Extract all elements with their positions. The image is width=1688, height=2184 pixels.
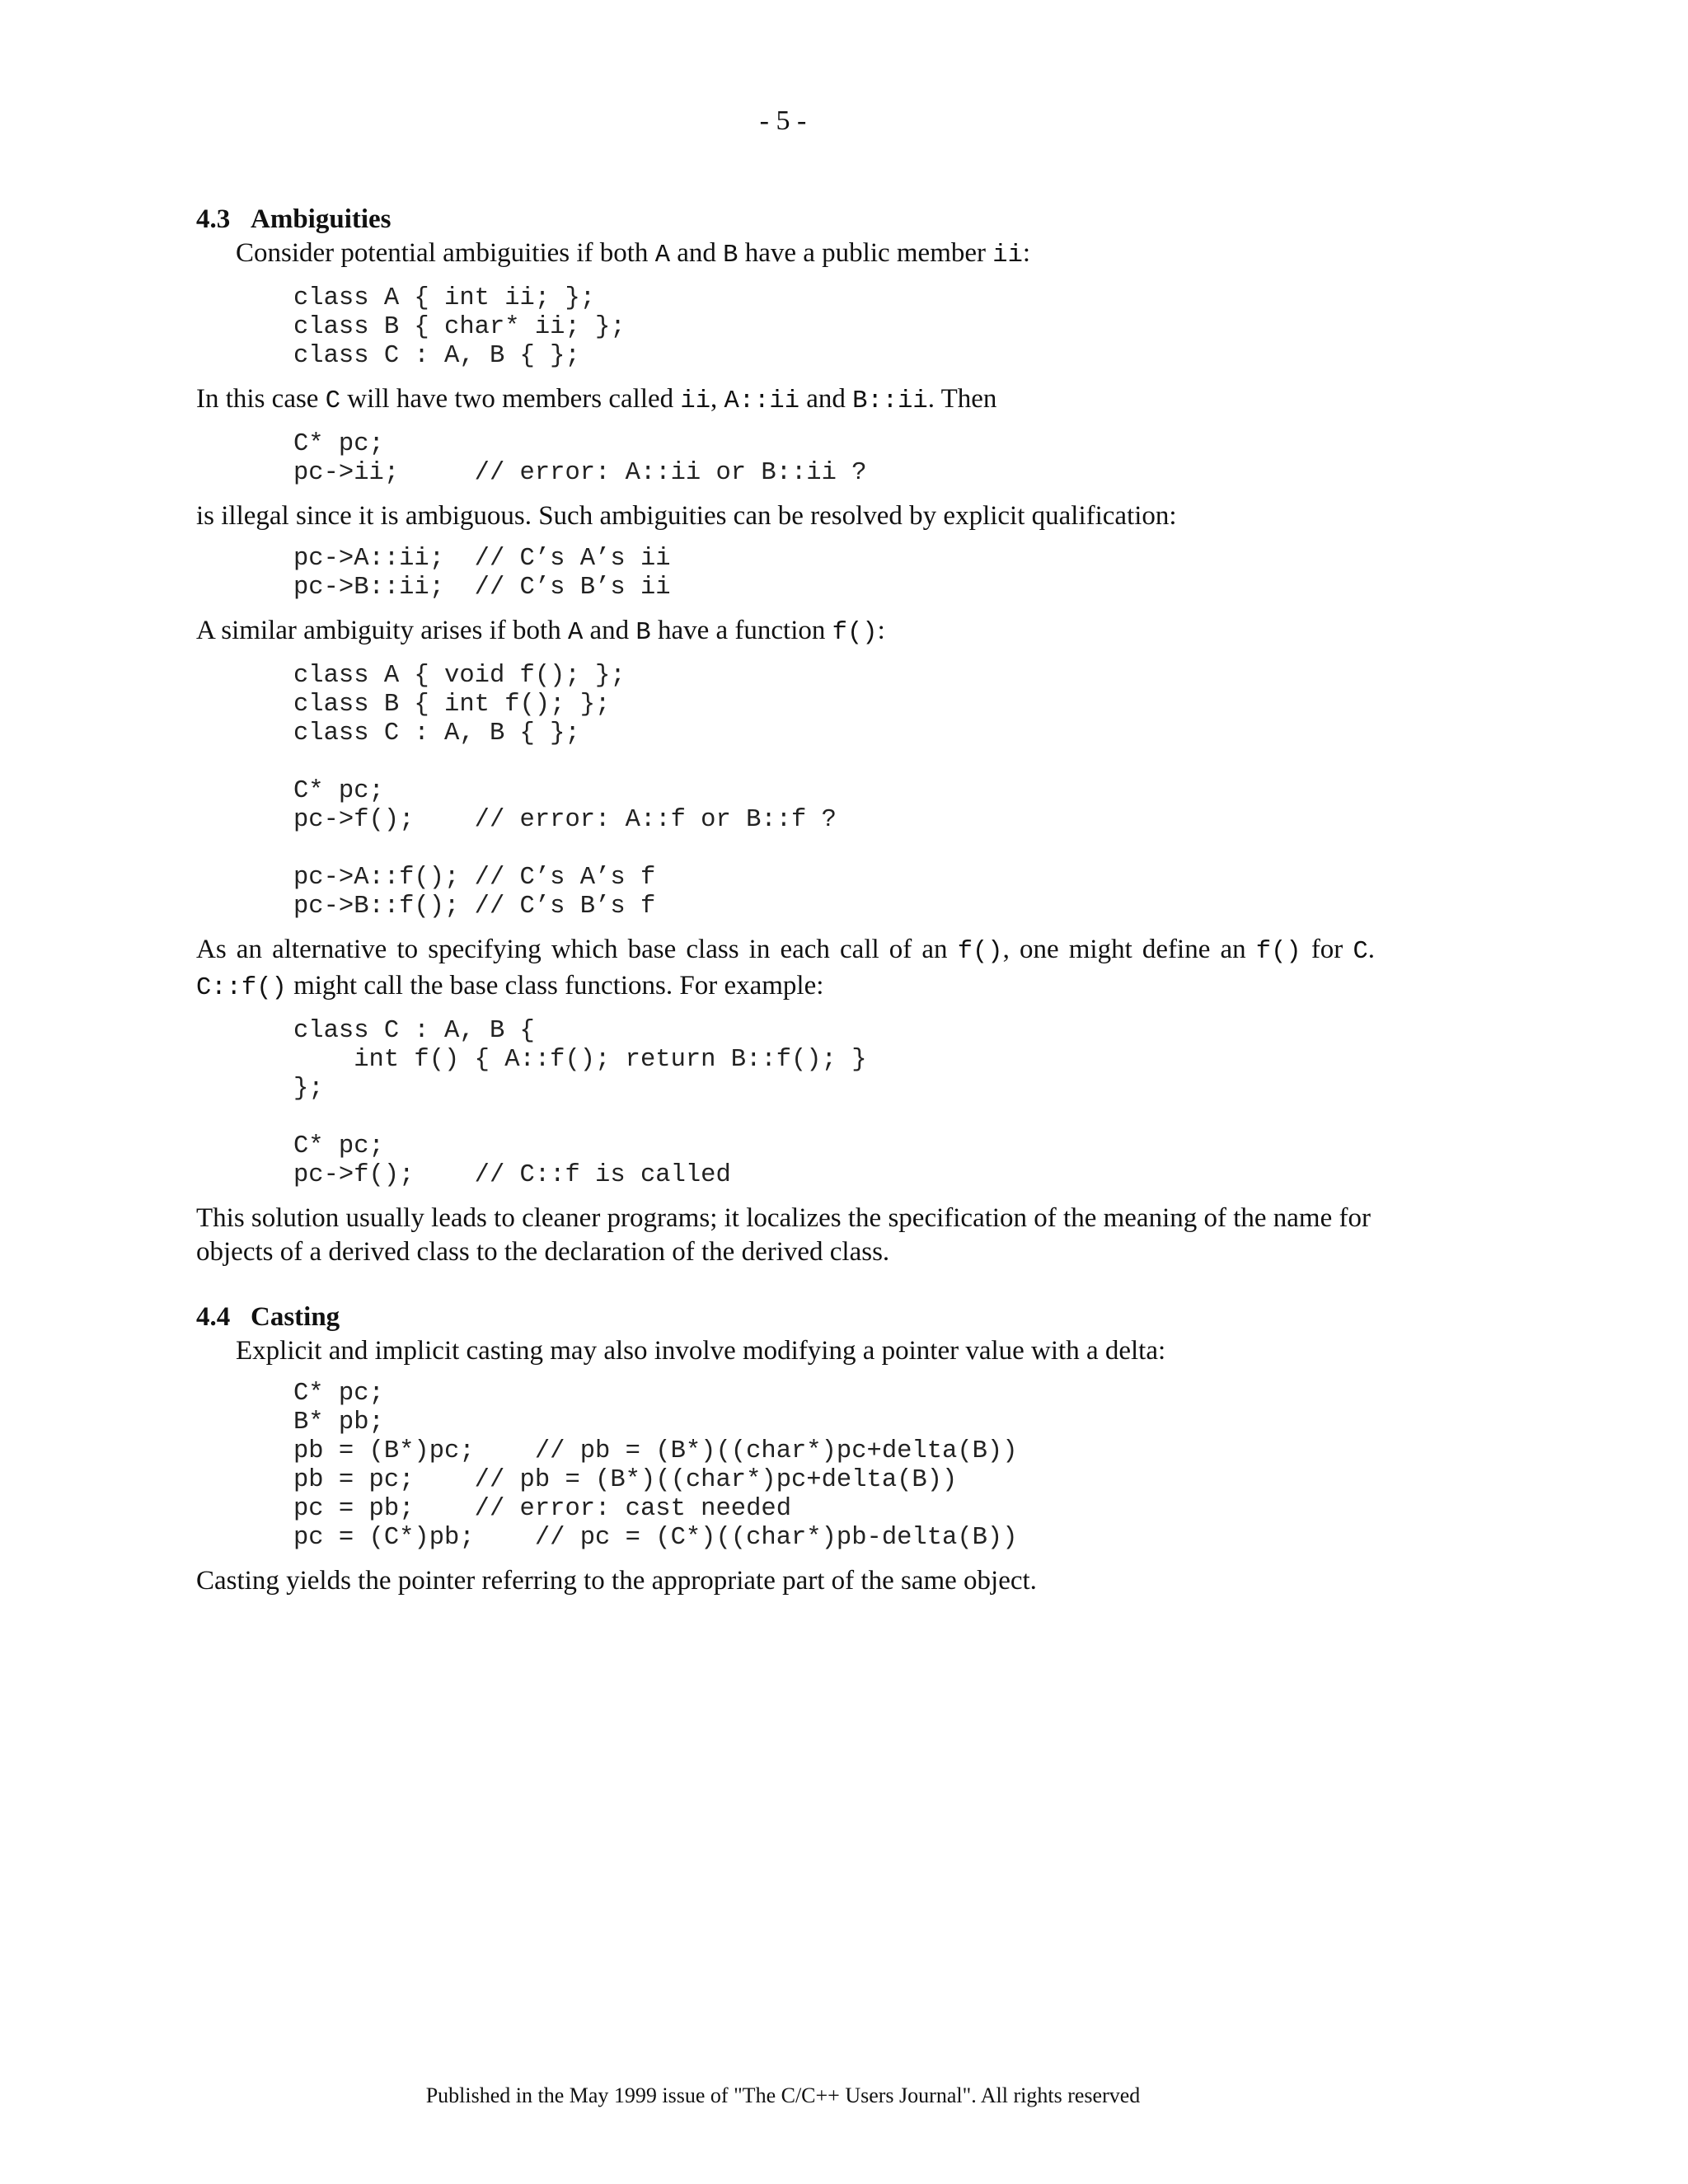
code-line: class A { void f(); }; — [293, 662, 626, 690]
text-run: Consider potential ambiguities if both — [236, 238, 655, 268]
code-line: class B { int f(); }; — [293, 691, 611, 719]
code-inline: B — [723, 241, 738, 269]
code-line: C* pc; — [293, 430, 384, 458]
code-inline: B — [635, 619, 651, 647]
code-line: B* pb; — [293, 1408, 384, 1436]
paragraph-alternative — [196, 933, 1375, 1005]
code-block — [293, 662, 1375, 921]
paragraph-solution: This solution usually leads to cleaner programs; it localizes the specification of the meaning of the name for objects of a derived class to the declaration of the derived class. — [196, 1203, 1371, 1267]
code-line: class B { char* ii; }; — [293, 313, 626, 341]
section-title: Ambiguities — [251, 204, 392, 234]
code-line: C* pc; — [293, 1380, 384, 1408]
paragraph-similar-ambiguity — [196, 614, 1375, 650]
text-run: and — [583, 616, 636, 645]
section-spacer — [196, 1269, 1375, 1301]
code-block — [293, 430, 1375, 488]
code-line: pb = (B*)pc; // pb = (B*)((char*)pc+delta(B)) — [293, 1437, 1018, 1465]
code-line: C* pc; — [293, 777, 384, 805]
text-run: As an alternative to specifying which base class in each call of an — [196, 935, 958, 964]
code-block — [293, 284, 1375, 371]
article-body — [196, 203, 1375, 1598]
text-run: In this case — [196, 384, 326, 414]
code-line: pc->f(); // error: A::f or B::f ? — [293, 806, 837, 834]
code-inline: A — [567, 619, 584, 647]
code-inline: A — [654, 241, 670, 269]
section-heading-4-3 — [196, 203, 1375, 237]
code-line: C* pc; — [293, 1132, 384, 1160]
code-inline: f() — [832, 619, 878, 647]
code-line: int f() { A::f(); return B::f(); } — [293, 1046, 867, 1074]
code-line: }; — [293, 1075, 324, 1103]
code-line: class C : A, B { }; — [293, 719, 580, 748]
text-run: and — [670, 238, 724, 268]
code-line: pc->f(); // C::f is called — [293, 1161, 731, 1189]
text-run: have a function — [650, 616, 832, 645]
paragraph-illegal: is illegal since it is ambiguous. Such ambiguities can be resolved by explicit qualification: — [196, 501, 1177, 531]
text-run: , — [710, 384, 724, 414]
code-inline: C — [325, 387, 341, 415]
code-inline: ii — [992, 241, 1023, 269]
paragraph-casting-yields: Casting yields the pointer referring to the appropriate part of the same object. — [196, 1566, 1037, 1596]
section-number: 4.4 — [196, 1302, 231, 1332]
code-line: pc->B::ii; // C’s B’s ii — [293, 574, 671, 602]
code-inline: f() — [957, 938, 1003, 966]
code-line: pb = pc; // pb = (B*)((char*)pc+delta(B)) — [293, 1466, 958, 1494]
code-inline: C — [1353, 938, 1368, 966]
text-run: : — [1022, 238, 1031, 268]
code-inline: ii — [680, 387, 710, 415]
text-run: for — [1301, 935, 1353, 964]
code-line: pc->B::f(); // C’s B’s f — [293, 893, 656, 921]
code-line — [293, 835, 1375, 864]
code-inline: C::f() — [196, 974, 287, 1002]
paragraph-two-members — [196, 382, 1375, 419]
text-run: . — [1367, 935, 1375, 964]
text-run: A similar ambiguity arises if both — [196, 616, 568, 645]
code-line — [293, 748, 1375, 777]
code-inline: A::ii — [724, 387, 800, 415]
code-block — [293, 1017, 1375, 1190]
section-title: Casting — [251, 1302, 340, 1332]
code-line: class C : A, B { }; — [293, 342, 580, 370]
code-line — [293, 1104, 1375, 1132]
text-run: and — [799, 384, 853, 414]
code-inline: f() — [1255, 938, 1301, 966]
code-inline: B::ii — [852, 387, 928, 415]
page-number: - 5 - — [759, 105, 807, 136]
code-line: class A { int ii; }; — [293, 284, 596, 312]
text-run: , one might define an — [1002, 935, 1256, 964]
code-block — [293, 1380, 1375, 1553]
paragraph-intro-casting: Explicit and implicit casting may also involve modifying a pointer value with a delta: — [236, 1336, 1166, 1366]
paragraph-intro-ambiguities — [196, 237, 1375, 273]
code-line: pc->A::ii; // C’s A’s ii — [293, 545, 671, 573]
text-run: will have two members called — [340, 384, 681, 414]
section-number: 4.3 — [196, 204, 231, 234]
section-heading-4-4 — [196, 1301, 1375, 1334]
text-run: : — [877, 616, 885, 645]
code-line: pc->A::f(); // C’s A’s f — [293, 864, 656, 892]
page-footer: Published in the May 1999 issue of "The C/C++ Users Journal". All rights reserved — [425, 2083, 1141, 2107]
text-run: have a public member — [738, 238, 993, 268]
text-run: . Then — [927, 384, 997, 414]
code-block — [293, 545, 1375, 602]
code-line: pc = pb; // error: cast needed — [293, 1495, 791, 1523]
code-line: pc = (C*)pb; // pc = (C*)((char*)pb-delta(B)) — [293, 1524, 1018, 1552]
code-line: class C : A, B { — [293, 1017, 535, 1045]
code-line: pc->ii; // error: A::ii or B::ii ? — [293, 459, 867, 487]
text-run: might call the base class functions. For example: — [286, 971, 824, 1001]
